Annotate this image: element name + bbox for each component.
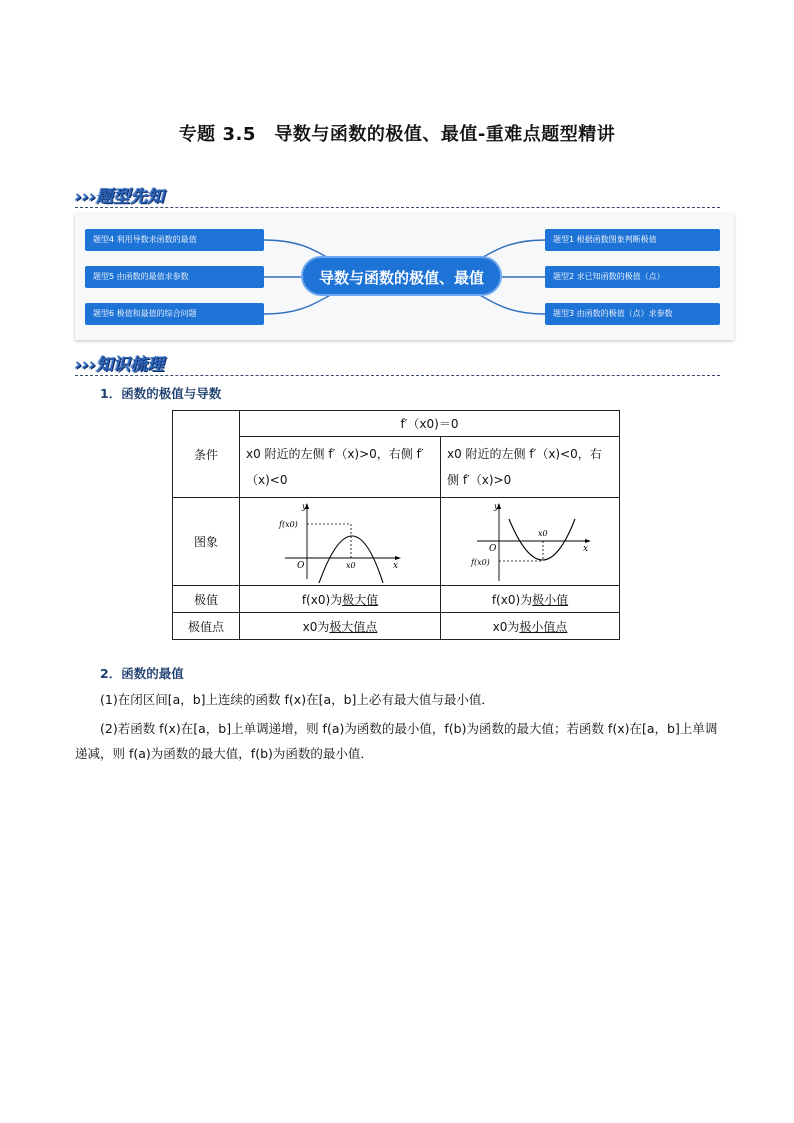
origin-label: O [297,560,305,571]
y-axis-label: y [302,501,307,511]
minimum-graph [465,501,595,583]
row-label-extreme-point: 极值点 [173,613,240,640]
mindmap-node-type1: 题型1 根据函数图象判断极值 [545,229,720,251]
section-banner-knowledge [75,350,720,376]
x-axis-label: x [583,543,589,554]
condition-right: x0 附近的左侧 f′（x)<0，右侧 f′（x)>0 [441,437,620,498]
extreme-value-table [172,410,620,640]
page-title: 专题 3.5 导数与函数的极值、最值-重难点题型精讲 [178,124,616,145]
extreme-left: f(x0)为极大值 [240,586,441,613]
fx0-label: f(x0) [471,557,490,567]
condition-left: x0 附近的左侧 f′（x)>0，右侧 f′（x)<0 [240,437,441,498]
mindmap-node-type5: 题型5 由函数的最值求参数 [85,266,264,288]
section2-paragraph-1: (1)在闭区间[a，b]上连续的函数 f(x)在[a，b]上必有最大值与最小值． [100,692,494,707]
mindmap-center-node: 导数与函数的极值、最值 [301,256,502,296]
section2-heading: 2．函数的最值 [100,666,184,681]
extreme-point-right: x0为极小值点 [441,613,620,640]
graph-cell-minimum [441,498,620,586]
table-header-derivative: f′（x0)＝0 [240,411,620,437]
row-label-extreme: 极值 [173,586,240,613]
mindmap-node-type6: 题型6 极值和最值的综合问题 [85,303,264,325]
x0-label: x0 [538,528,548,538]
row-label-condition: 条件 [173,411,240,498]
mind-map [75,214,734,340]
extreme-right: f(x0)为极小值 [441,586,620,613]
banner-title: ›››题型先知 [75,187,165,207]
extreme-point-left: x0为极大值点 [240,613,441,640]
mindmap-node-type3: 题型3 由函数的极值（点）求参数 [545,303,720,325]
maximum-graph [275,501,405,583]
mindmap-node-type4: 题型4 利用导数求函数的最值 [85,229,264,251]
y-axis-label: y [494,501,499,511]
fx0-label: f(x0) [279,519,298,529]
section-banner-preview [75,182,720,208]
origin-label: O [489,543,497,554]
banner-title: ›››知识梳理 [75,355,165,375]
mindmap-node-type2: 题型2 求已知函数的极值（点） [545,266,720,288]
dashed-divider [75,375,720,376]
dashed-divider [75,207,720,208]
x-axis-label: x [393,560,399,571]
section1-heading: 1．函数的极值与导数 [100,386,222,401]
graph-cell-maximum [240,498,441,586]
x0-label: x0 [346,560,356,570]
row-label-graph: 图象 [173,498,240,586]
section2-paragraph-2: (2)若函数 f(x)在[a，b]上单调递增，则 f(a)为函数的最小值，f(b)为函数的最大值；若函数 f(x)在[a，b]上单调递减，则 f(a)为函数的最大值，f(b)为函数的最小值． [75,721,718,761]
